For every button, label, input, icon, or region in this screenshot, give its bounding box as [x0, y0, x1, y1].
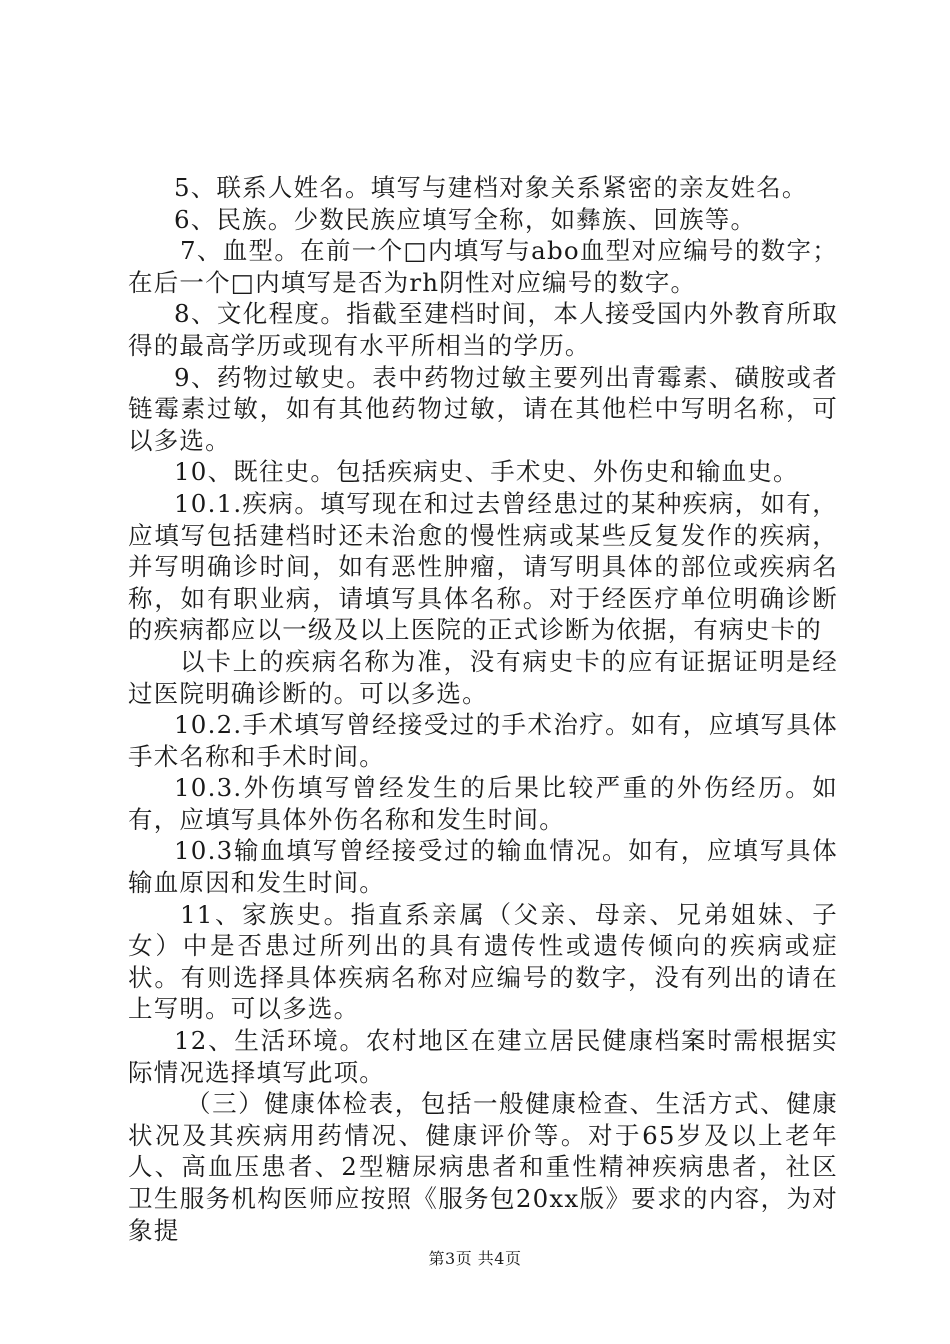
- page-number: 第3页 共4页: [428, 1249, 522, 1268]
- paragraph-trauma: 10.3.外伤填写曾经发生的后果比较严重的外伤经历。如有，应填写具体外伤名称和发生时间。: [128, 773, 838, 834]
- paragraph-surgery: 10.2.手术填写曾经接受过的手术治疗。如有，应填写具体手术名称和手术时间。: [128, 710, 838, 771]
- paragraph-drug-allergy: 9、药物过敏史。表中药物过敏主要列出青霉素、磺胺或者链霉素过敏，如有其他药物过敏，请在其他栏中写明名称，可以多选。: [128, 362, 838, 455]
- paragraph-family-history: 11、家族史。指直系亲属（父亲、母亲、兄弟姐妹、子女）中是否患过所列出的具有遗传性或遗传倾向的疾病或症状。有则选择具体疾病名称对应编号的数字，没有列出的请在上写明。可以多选。: [128, 899, 838, 1024]
- paragraph-disease: 10.1.疾病。填写现在和过去曾经患过的某种疾病，如有，应填写包括建档时还未治愈的慢性病或某些反复发作的疾病，并写明确诊时间，如有恶性肿瘤，请写明具体的部位或疾病名称，如有职业病，请填写具体名称。对于经医疗单位明确诊断的疾病都应以一级及以上医院的正式诊断为依据，有病史卡的: [128, 488, 838, 645]
- document-body: [128, 172, 838, 1246]
- paragraph-health-exam: （三）健康体检表，包括一般健康检查、生活方式、健康状况及其疾病用药情况、健康评价等。对于65岁及以上老年人、高血压患者、2型糖尿病患者和重性精神疾病患者，社区卫生服务机构医师应按照《服务包20xx版》要求的内容，为对象提: [128, 1089, 838, 1245]
- paragraph-living-environment: 12、生活环境。农村地区在建立居民健康档案时需根据实际情况选择填写此项。: [128, 1026, 838, 1087]
- paragraph-disease-continued: 以卡上的疾病名称为准，没有病史卡的应有证据证明是经过医院明确诊断的。可以多选。: [128, 646, 838, 708]
- paragraph-blood-type: 7、血型。在前一个□内填写与abo血型对应编号的数字；在后一个□内填写是否为rh阴性对应编号的数字。: [128, 236, 838, 297]
- paragraph-medical-history: 10、既往史。包括疾病史、手术史、外伤史和输血史。: [174, 457, 799, 487]
- paragraph-contact-name: 5、联系人姓名。填写与建档对象关系紧密的亲友姓名。: [174, 173, 808, 202]
- paragraph-education: 8、文化程度。指截至建档时间，本人接受国内外教育所取得的最高学历或现有水平所相当的学历。: [128, 299, 838, 360]
- paragraph-transfusion: 10.3输血填写曾经接受过的输血情况。如有，应填写具体输血原因和发生时间。: [128, 836, 838, 898]
- paragraph-ethnicity: 6、民族。少数民族应填写全称，如彝族、回族等。: [174, 204, 757, 234]
